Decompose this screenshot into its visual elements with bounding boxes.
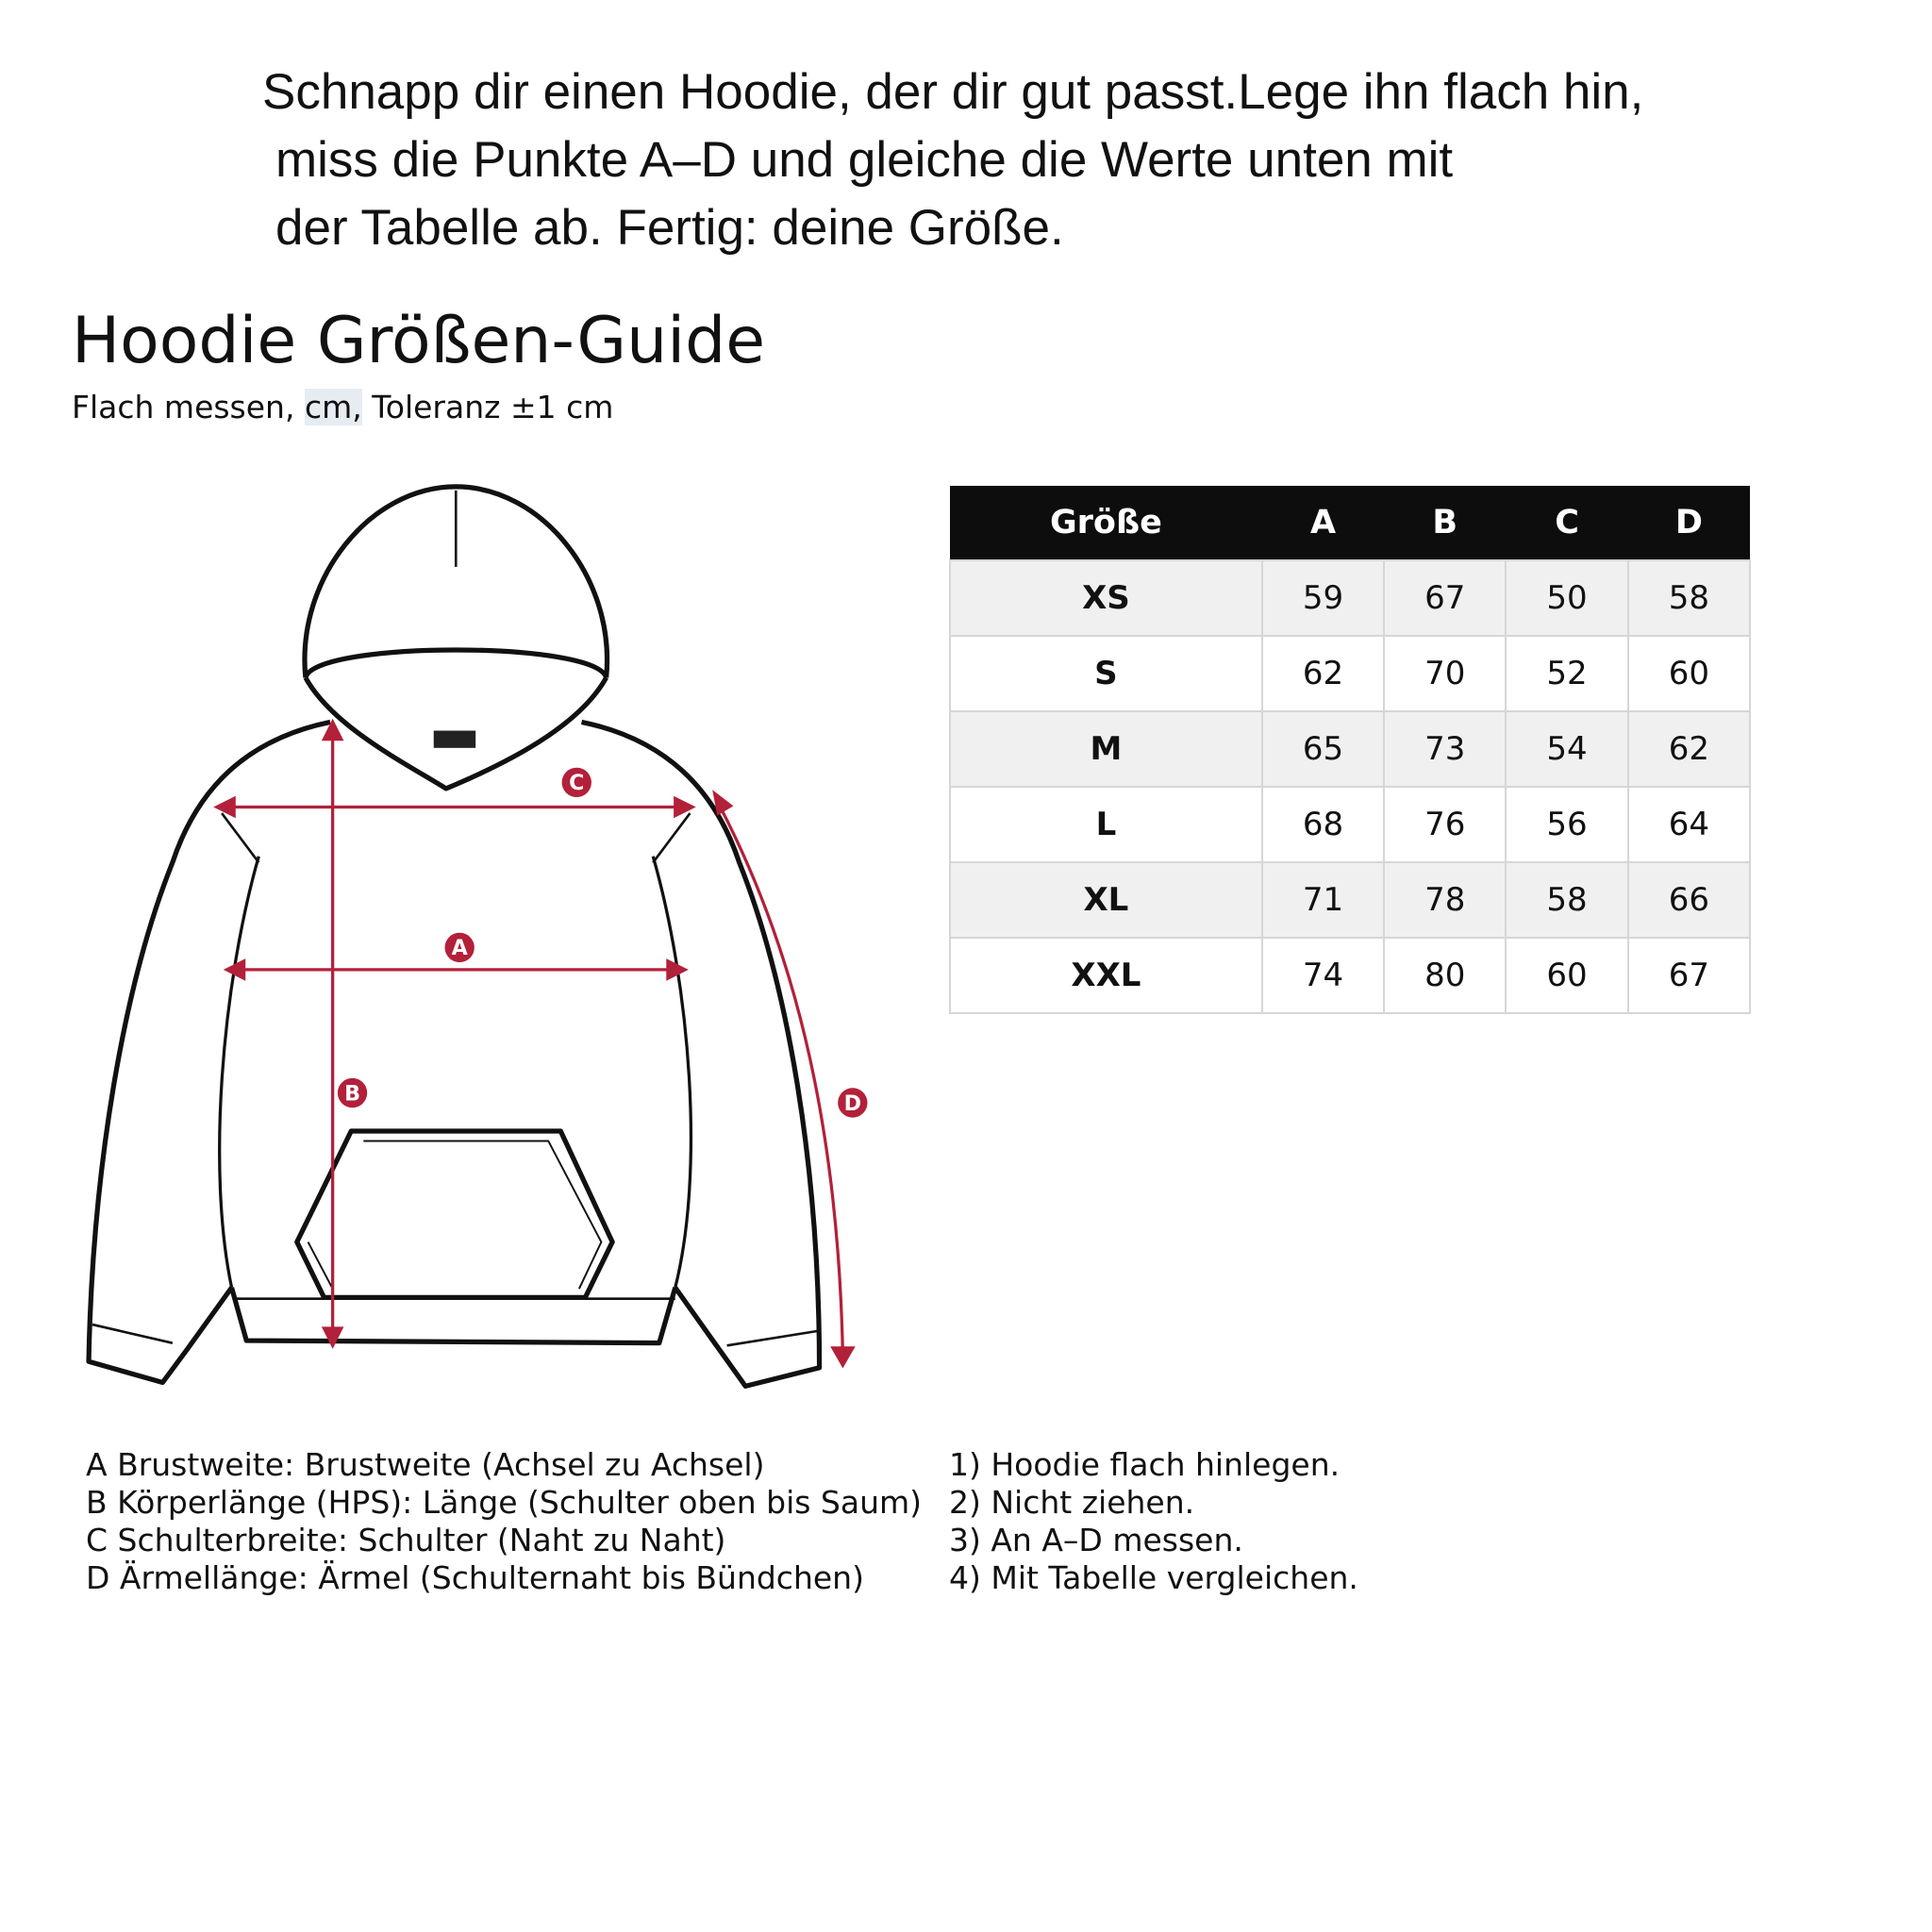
value-cell: 74 xyxy=(1262,938,1384,1013)
table-row xyxy=(950,787,1750,862)
page-title: Hoodie Größen-Guide xyxy=(72,304,766,378)
intro-line: Schnapp dir einen Hoodie, der dir gut passt.Lege ihn flach hin, xyxy=(262,64,1644,120)
table-row xyxy=(950,711,1750,787)
table-row xyxy=(950,862,1750,938)
measurement-legend xyxy=(86,1446,922,1597)
body-right xyxy=(653,857,691,1288)
value-cell: 62 xyxy=(1628,711,1750,787)
value-cell: 78 xyxy=(1384,862,1506,938)
step-item: 4) Mit Tabelle vergleichen. xyxy=(949,1559,1358,1596)
step-item: 1) Hoodie flach hinlegen. xyxy=(949,1446,1341,1483)
label-d: D xyxy=(843,1091,862,1116)
legend-item-d: D Ärmellänge: Ärmel (Schulternaht bis Bündchen) xyxy=(86,1559,864,1596)
value-cell: 59 xyxy=(1262,560,1384,636)
measure-d-arrows xyxy=(715,793,853,1365)
left-sleeve xyxy=(89,722,330,1382)
left-cuff-seam xyxy=(92,1324,173,1343)
subtitle-text: Flach messen, xyxy=(72,389,305,425)
header-c: C xyxy=(1506,486,1627,560)
header-b: B xyxy=(1384,486,1506,560)
legend-item-b: B Körperlänge (HPS): Länge (Schulter oben bis Saum) xyxy=(86,1484,923,1521)
kangaroo-pocket xyxy=(297,1131,612,1297)
table-row xyxy=(950,560,1750,636)
intro-line: der Tabelle ab. Fertig: deine Größe. xyxy=(275,200,1064,256)
right-shoulder-seam xyxy=(653,813,690,862)
intro-line: miss die Punkte A–D und gleiche die Werte unten mit xyxy=(275,132,1454,188)
value-cell: 50 xyxy=(1506,560,1627,636)
header-size: Größe xyxy=(950,486,1262,560)
value-cell: 58 xyxy=(1628,560,1750,636)
legend-item-c: C Schulterbreite: Schulter (Naht zu Naht) xyxy=(86,1522,726,1558)
size-cell: M xyxy=(950,711,1262,787)
header-d: D xyxy=(1628,486,1750,560)
label-b: B xyxy=(344,1081,361,1107)
right-sleeve xyxy=(581,722,819,1386)
step-item: 2) Nicht ziehen. xyxy=(949,1484,1195,1521)
left-shoulder-seam xyxy=(222,813,258,862)
pocket-stitch xyxy=(308,1141,602,1289)
value-cell: 56 xyxy=(1506,787,1627,862)
value-cell: 62 xyxy=(1262,636,1384,711)
value-cell: 58 xyxy=(1506,862,1627,938)
right-cuff-seam xyxy=(727,1331,820,1346)
value-cell: 64 xyxy=(1628,787,1750,862)
subtitle-unit: cm, xyxy=(304,389,362,425)
table-row xyxy=(950,636,1750,711)
instruction-steps xyxy=(949,1446,1358,1597)
measure-d-line xyxy=(717,801,842,1356)
value-cell: 52 xyxy=(1506,636,1627,711)
neck-label xyxy=(434,731,475,748)
label-c: C xyxy=(569,771,585,796)
value-cell: 80 xyxy=(1384,938,1506,1013)
value-cell: 67 xyxy=(1384,560,1506,636)
value-cell: 60 xyxy=(1506,938,1627,1013)
table-row xyxy=(950,938,1750,1013)
size-cell: XXL xyxy=(950,938,1262,1013)
size-cell: XS xyxy=(950,560,1262,636)
size-cell: S xyxy=(950,636,1262,711)
value-cell: 76 xyxy=(1384,787,1506,862)
value-cell: 71 xyxy=(1262,862,1384,938)
size-cell: XL xyxy=(950,862,1262,938)
hood-opening xyxy=(306,650,607,677)
table-header-row xyxy=(950,486,1750,560)
subtitle-tolerance: Toleranz ±1 cm xyxy=(361,389,614,425)
label-a: A xyxy=(451,936,468,961)
step-item: 3) An A–D messen. xyxy=(949,1522,1243,1558)
value-cell: 70 xyxy=(1384,636,1506,711)
legend-item-a: A Brustweite: Brustweite (Achsel zu Achsel) xyxy=(86,1446,765,1483)
header-a: A xyxy=(1262,486,1384,560)
value-cell: 54 xyxy=(1506,711,1627,787)
value-cell: 73 xyxy=(1384,711,1506,787)
size-cell: L xyxy=(950,787,1262,862)
value-cell: 67 xyxy=(1628,938,1750,1013)
value-cell: 65 xyxy=(1262,711,1384,787)
size-table xyxy=(949,486,1751,1014)
value-cell: 66 xyxy=(1628,862,1750,938)
body-left xyxy=(220,857,259,1288)
value-cell: 68 xyxy=(1262,787,1384,862)
measurement-labels xyxy=(338,768,868,1118)
value-cell: 60 xyxy=(1628,636,1750,711)
